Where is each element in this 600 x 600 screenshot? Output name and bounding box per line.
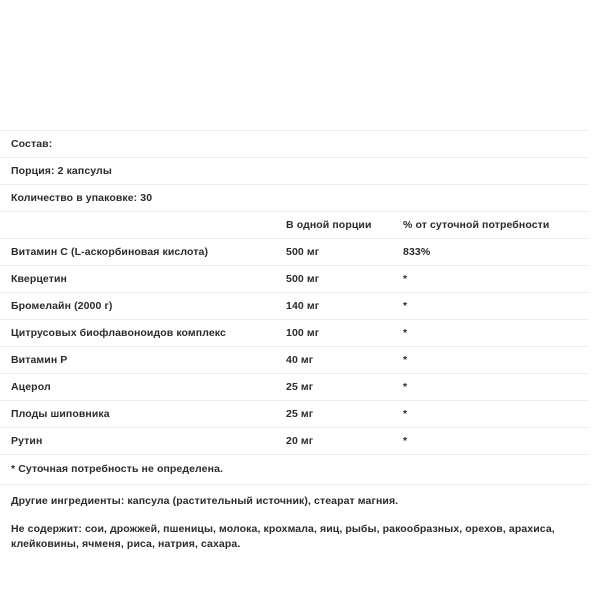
nutrient-name: Цитрусовых биофлавоноидов комплекс [0,320,286,347]
nutrient-name: Плоды шиповника [0,401,286,428]
nutrient-name: Витамин Р [0,347,286,374]
table-header-row [0,212,588,239]
table-row [0,347,588,374]
nutrient-daily-value: * [403,374,588,401]
info-row-servings-per-container-label: Количество в упаковке: 30 [11,192,153,204]
daily-value-footnote: * Суточная потребность не определена. [0,454,588,484]
column-header-nutrient [0,212,286,239]
nutrient-amount: 25 мг [286,374,403,401]
nutrient-daily-value: * [403,428,588,455]
supplement-facts-table [0,211,588,454]
nutrient-daily-value: * [403,266,588,293]
other-ingredients-text: Другие ингредиенты: капсула (растительный источник), стеарат магния. [11,495,399,507]
table-row [0,320,588,347]
nutrient-name: Бромелайн (2000 г) [0,293,286,320]
info-row-servings-per-container [0,184,588,211]
table-header [0,212,588,239]
footer-notes [0,484,588,554]
nutrient-amount: 100 мг [286,320,403,347]
nutrient-name: Ацерол [0,374,286,401]
column-header-amount-per-serving: В одной порции [286,212,403,239]
table-row [0,401,588,428]
table-row [0,374,588,401]
nutrient-amount: 40 мг [286,347,403,374]
free-from-allergens-text: Не содержит: сои, дрожжей, пшеницы, молока, крохмала, яиц, рыбы, ракообразных, орехов, арахиса, клейковины, ячменя, риса, натрия, сахара. [11,523,555,550]
nutrient-daily-value: * [403,401,588,428]
nutrient-amount: 20 мг [286,428,403,455]
info-row-composition [0,130,588,157]
nutrient-amount: 500 мг [286,266,403,293]
info-row-composition-label: Состав: [11,138,53,150]
info-row-serving-size-label: Порция: 2 капсулы [11,165,112,177]
nutrient-amount: 500 мг [286,239,403,266]
nutrient-daily-value: * [403,347,588,374]
nutrient-daily-value: * [403,320,588,347]
nutrient-daily-value: 833% [403,239,588,266]
nutrient-daily-value: * [403,293,588,320]
nutrient-name: Витамин С (L-аскорбиновая кислота) [0,239,286,266]
info-row-serving-size [0,157,588,184]
column-header-daily-value: % от суточной потребности [403,212,588,239]
supplement-facts-panel [0,130,588,554]
table-body [0,239,588,455]
table-row [0,266,588,293]
table-row [0,428,588,455]
nutrient-name: Кверцетин [0,266,286,293]
nutrient-amount: 140 мг [286,293,403,320]
nutrient-name: Рутин [0,428,286,455]
table-row [0,239,588,266]
table-row [0,293,588,320]
nutrient-amount: 25 мг [286,401,403,428]
